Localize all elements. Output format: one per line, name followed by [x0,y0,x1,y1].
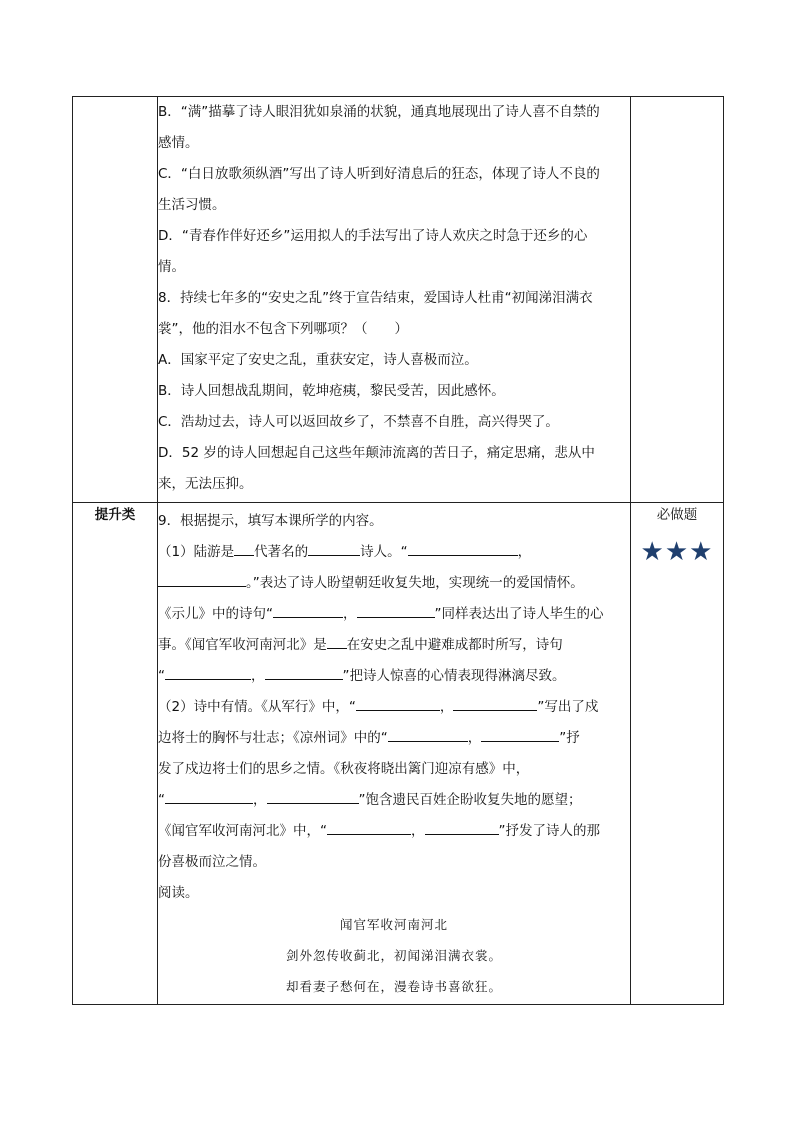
blank-verse[interactable] [273,603,343,618]
blank-poet-type[interactable] [308,541,360,556]
category-label-empty [73,97,158,503]
text-line: 情。 [158,259,185,275]
fill-line: （2）诗中有情。《从军行》中，“ ， ”写出了戍 [158,692,630,723]
blank-verse[interactable] [481,727,559,742]
content-cell-1 [158,97,631,503]
content-cell-2 [158,503,631,1005]
blank-verse[interactable] [356,696,440,711]
fill-line: 《闻官军收河南河北》中，“ ， ”抒发了诗人的那 [158,816,630,847]
option-d[interactable]: D．52 岁的诗人回想起自己这些年颠沛流离的苦日子，痛定思痛，悲从中 [158,445,595,461]
poem-line: 剑外忽传收蓟北，初闻涕泪满衣裳。 [285,948,502,963]
text-line: D．“青春作伴好还乡”运用拟人的手法写出了诗人欢庆之时急于还乡的心 [158,228,588,244]
blank-verse[interactable] [265,665,343,680]
category-label: 提升类 [73,503,158,1005]
text-line: B．“满”描摹了诗人眼泪犹如泉涌的状貌，通真地展现出了诗人喜不自禁的 [158,104,600,120]
text-line: 发了戍边将士们的思乡之情。《秋夜将晓出篱门迎凉有感》中， [158,761,530,777]
blank-verse[interactable] [267,789,359,804]
question-row-basic [73,97,724,503]
question-8-stem: 8．持续七年多的“安史之乱”终于宣告结束，爱国诗人杜甫“初闻涕泪满衣 [158,290,593,306]
question-8-stem: 裳”，他的泪水不包含下列哪项？（ ） [158,321,408,337]
blank-verse[interactable] [425,820,499,835]
rating-cell-empty [631,97,724,503]
poem-line: 却看妻子愁何在，漫卷诗书喜欲狂。 [285,979,502,994]
fill-line: “ ， ”饱含遗民百姓企盼收复失地的愿望； [158,785,630,816]
question-9-title: 9．根据提示，填写本课所学的内容。 [158,513,383,529]
star-rating-icon: ★★★ [640,537,714,567]
blank-verse[interactable] [327,820,411,835]
blank-verse[interactable] [165,665,251,680]
blank-verse[interactable] [165,789,253,804]
text-line: 生活习惯。 [158,197,226,213]
option-d: 来，无法压抑。 [158,476,253,492]
fill-line: 边将士的胸怀与壮志；《凉州词》中的“ ， ”抒 [158,723,630,754]
option-c[interactable]: C．浩劫过去，诗人可以返回故乡了，不禁喜不自胜，高兴得哭了。 [158,414,559,430]
blank-verse[interactable] [158,572,246,587]
blank-verse[interactable] [453,696,537,711]
option-a[interactable]: A．国家平定了安史之乱，重获安定，诗人喜极而泣。 [158,352,478,368]
reading-label: 阅读。 [158,885,199,901]
question-row-advanced [73,503,724,1005]
blank-dynasty[interactable] [234,541,254,556]
rating-title: 必做题 [656,507,698,523]
blank-verse[interactable] [408,541,518,556]
option-b[interactable]: B．诗人回想战乱期间，乾坤疮痍，黎民受苦，因此感怀。 [158,383,505,399]
worksheet-table [72,96,724,1005]
text-line: 份喜极而泣之情。 [158,854,266,870]
text-line: C．“白日放歌须纵酒”写出了诗人听到好清息后的狂态，体现了诗人不良的 [158,166,600,182]
rating-cell [631,503,724,1005]
blank-verse[interactable] [357,603,435,618]
blank-verse[interactable] [388,727,468,742]
text-line: 感情。 [158,135,199,151]
fill-line: 《示儿》中的诗句“ ， ”同样表达出了诗人毕生的心 [158,599,630,630]
fill-line: 。”表达了诗人盼望朝廷收复失地，实现统一的爱国情怀。 [158,568,630,599]
fill-line: （1）陆游是 代著名的 诗人。“ ， [158,537,630,568]
fill-line: 事。《闻官军收河南河北》是 在安史之乱中避难成都时所写，诗句 [158,630,630,661]
poem-title: 闻官军收河南河北 [339,917,448,932]
fill-line: “ ， ”把诗人惊喜的心情表现得淋漓尽致。 [158,661,630,692]
blank-poet[interactable] [327,634,347,649]
